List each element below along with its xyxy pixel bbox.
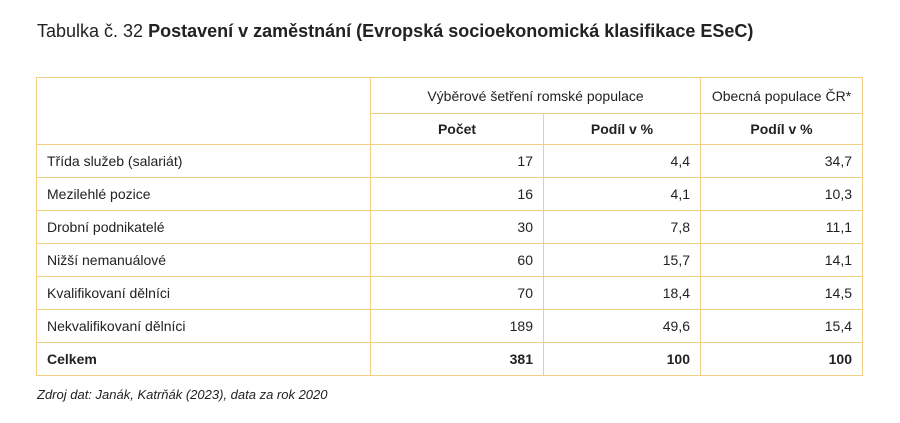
survey-group-header: Výběrové šetření romské populace (371, 78, 701, 114)
share-survey-cell: 18,4 (544, 277, 701, 310)
data-table (36, 77, 863, 376)
share-survey-cell: 7,8 (544, 211, 701, 244)
table-row (37, 145, 863, 178)
row-label: Drobní podnikatelé (37, 211, 371, 244)
total-share-survey-cell: 100 (544, 343, 701, 376)
total-row (37, 343, 863, 376)
table-row (37, 244, 863, 277)
count-cell: 17 (371, 145, 544, 178)
share-general-cell: 34,7 (701, 145, 863, 178)
share-survey-header: Podíl v % (544, 114, 701, 145)
share-survey-cell: 49,6 (544, 310, 701, 343)
total-count-cell: 381 (371, 343, 544, 376)
count-cell: 16 (371, 178, 544, 211)
share-general-cell: 14,5 (701, 277, 863, 310)
table-row (37, 178, 863, 211)
share-general-cell: 11,1 (701, 211, 863, 244)
table-row (37, 277, 863, 310)
empty-corner-cell (37, 78, 371, 145)
source-note: Zdroj dat: Janák, Katrňák (2023), data za rok 2020 (37, 387, 328, 402)
group-header-row (37, 78, 863, 114)
share-general-cell: 14,1 (701, 244, 863, 277)
share-survey-cell: 4,4 (544, 145, 701, 178)
table-title (37, 21, 753, 42)
table-row (37, 211, 863, 244)
total-label: Celkem (37, 343, 371, 376)
row-label: Mezilehlé pozice (37, 178, 371, 211)
share-general-cell: 10,3 (701, 178, 863, 211)
share-survey-cell: 4,1 (544, 178, 701, 211)
share-general-cell: 15,4 (701, 310, 863, 343)
row-label: Kvalifikovaní dělníci (37, 277, 371, 310)
count-cell: 70 (371, 277, 544, 310)
total-share-general-cell: 100 (701, 343, 863, 376)
count-header: Počet (371, 114, 544, 145)
count-cell: 189 (371, 310, 544, 343)
row-label: Nekvalifikovaní dělníci (37, 310, 371, 343)
row-label: Třída služeb (salariát) (37, 145, 371, 178)
general-group-header: Obecná populace ČR* (701, 78, 863, 114)
table-number: Tabulka č. 32 (37, 21, 144, 41)
share-survey-cell: 15,7 (544, 244, 701, 277)
count-cell: 30 (371, 211, 544, 244)
table-caption: Postavení v zaměstnání (Evropská socioekonomická klasifikace ESeC) (148, 21, 754, 41)
row-label: Nižší nemanuálové (37, 244, 371, 277)
count-cell: 60 (371, 244, 544, 277)
share-general-header: Podíl v % (701, 114, 863, 145)
table-row (37, 310, 863, 343)
